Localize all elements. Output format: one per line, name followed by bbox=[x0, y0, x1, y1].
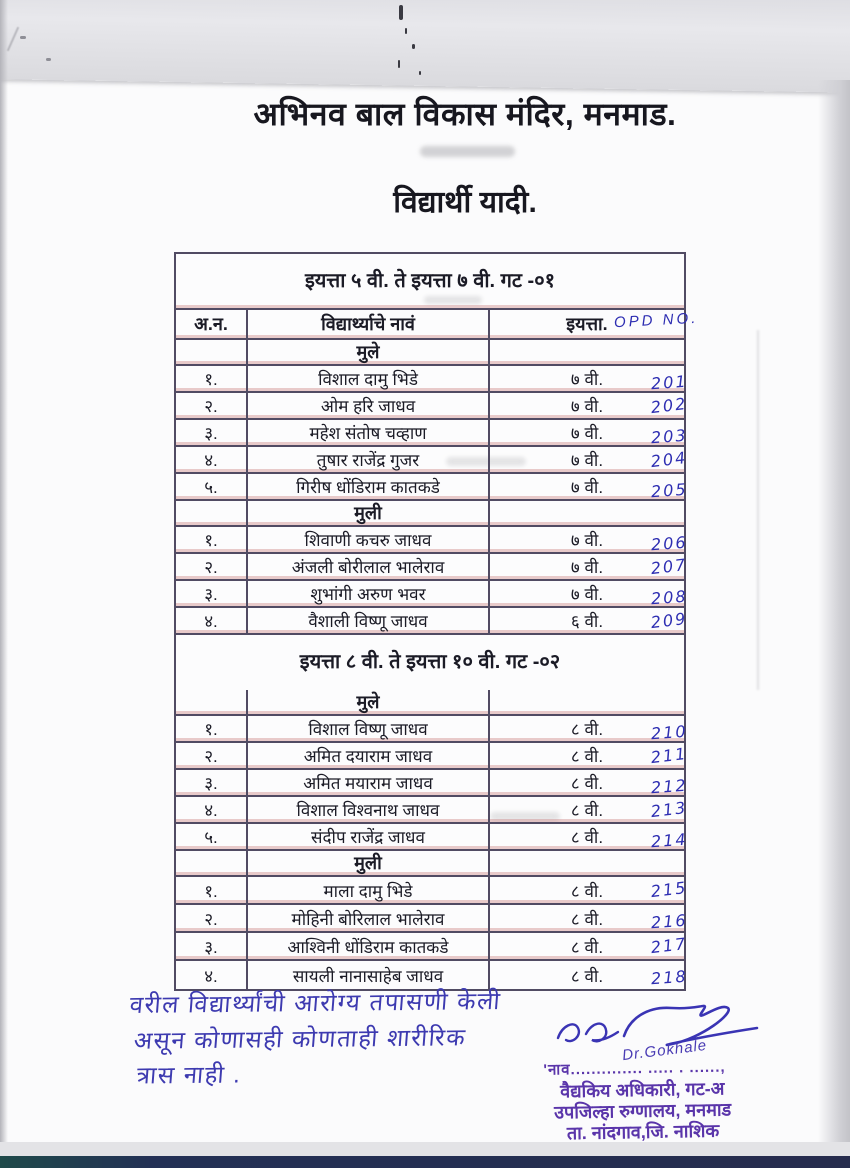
opd-number: 216 bbox=[650, 910, 689, 933]
cell-sr: ३. bbox=[176, 770, 248, 795]
cell-sr: ३. bbox=[176, 581, 248, 606]
cell-name: सायली नानासाहेब जाधव bbox=[248, 961, 490, 989]
column-header-sr: अ.न. bbox=[176, 310, 248, 338]
paper-crease bbox=[757, 330, 759, 690]
column-header-name: विद्यार्थ्याचे नावं bbox=[248, 310, 490, 338]
section-label: मुली bbox=[248, 501, 490, 525]
opd-number: 214 bbox=[650, 829, 689, 852]
table-row bbox=[176, 554, 689, 581]
opd-number: 212 bbox=[650, 775, 689, 798]
cell-sr: १. bbox=[176, 716, 248, 741]
group-1-header-text: इयत्ता ५ वी. ते इयत्ता ७ वी. गट -०१ bbox=[304, 270, 555, 292]
cell-name: शुभांगी अरुण भवर bbox=[248, 581, 490, 606]
table-row bbox=[176, 877, 689, 905]
cell-name: अमित मयाराम जाधव bbox=[248, 770, 490, 795]
table-row bbox=[176, 608, 689, 635]
section-label: मुले bbox=[248, 690, 490, 714]
opd-number: 206 bbox=[650, 532, 689, 555]
cell-sr: २. bbox=[176, 905, 248, 931]
page-title: अभिनव बाल विकास मंदिर, मनमाड. bbox=[253, 96, 677, 132]
opd-number: 201 bbox=[650, 371, 689, 394]
cell-name: आश्विनी धोंडिराम कातकडे bbox=[248, 933, 490, 959]
cell-class: ८ वी. bbox=[570, 747, 604, 766]
table-row bbox=[176, 527, 689, 555]
stamp-name-line: 'नाव.............. ..... . ......, bbox=[543, 1058, 726, 1079]
cell-class: ८ वी. bbox=[570, 966, 604, 986]
cell-name: ओम हरि जाधव bbox=[248, 393, 490, 418]
cell-class: ७ वी. bbox=[570, 424, 604, 443]
table-row bbox=[176, 420, 689, 448]
section-label: मुली bbox=[248, 851, 490, 875]
group-2-header-text: इयत्ता ८ वी. ते इयत्ता १० वी. गट -०२ bbox=[299, 651, 561, 673]
group-2-header bbox=[176, 635, 684, 690]
cell-name: संदीप राजेंद्र जाधव bbox=[248, 824, 490, 849]
opd-number: 210 bbox=[650, 721, 689, 744]
ink-speck bbox=[419, 71, 421, 75]
cell-sr: ५. bbox=[176, 824, 248, 849]
cell-class: ६ वी. bbox=[570, 612, 604, 631]
cell-sr: ४. bbox=[176, 961, 248, 989]
cell-class: ८ वी. bbox=[570, 720, 604, 739]
ink-speck bbox=[398, 60, 400, 68]
handwritten-note-line: त्रास नाही . bbox=[135, 1061, 243, 1090]
stamp-designation: वैद्यकिय अधिकारी, गट-अ bbox=[560, 1078, 725, 1102]
table-row bbox=[176, 716, 689, 744]
handwritten-note-line: वरील विद्यार्थ्यांची आरोग्य तपासणी केली bbox=[128, 988, 503, 1019]
scan-bottom-strip bbox=[0, 1156, 850, 1168]
cell-class: ८ वी. bbox=[570, 909, 604, 929]
cell-class: ८ वी. bbox=[570, 937, 604, 957]
opd-number: 204 bbox=[649, 447, 689, 472]
table-row bbox=[176, 770, 689, 798]
cell-sr: ४. bbox=[176, 608, 248, 633]
opd-column-label: OPD NO. bbox=[613, 309, 699, 332]
cell-name: तुषार राजेंद्र गुजर bbox=[248, 447, 490, 472]
ink-speck bbox=[20, 36, 26, 39]
table-row bbox=[176, 474, 689, 502]
opd-number: 217 bbox=[649, 933, 689, 958]
opd-number: 208 bbox=[650, 586, 689, 609]
cell-name: अमित दयाराम जाधव bbox=[248, 743, 490, 768]
cell-sr: २. bbox=[176, 393, 248, 418]
signature-name: Dr.Gokhale bbox=[621, 1036, 709, 1065]
ink-speck bbox=[412, 44, 415, 49]
official-stamp bbox=[539, 1056, 745, 1145]
cell-name: वैशाली विष्णू जाधव bbox=[248, 608, 490, 633]
table-row bbox=[176, 447, 689, 474]
opd-number: 202 bbox=[649, 393, 689, 418]
table-column-headers bbox=[176, 310, 684, 340]
cell-sr: २. bbox=[176, 743, 248, 768]
stamp-hospital: उपजिल्हा रुग्णालय, मनमाड bbox=[553, 1099, 732, 1123]
cell-sr: २. bbox=[176, 554, 248, 579]
cell-class: ८ वी. bbox=[570, 828, 604, 847]
cell-class: ७ वी. bbox=[570, 585, 604, 604]
table-row bbox=[176, 933, 689, 961]
cell-name: गिरीष धोंडिराम कातकडे bbox=[248, 474, 490, 499]
cell-name: मोहिनी बोरिलाल भालेराव bbox=[248, 905, 490, 931]
scan-right-edge bbox=[818, 80, 850, 1158]
group-1-header bbox=[176, 254, 684, 310]
cell-sr: १. bbox=[176, 366, 248, 391]
cell-sr: १. bbox=[176, 527, 248, 552]
table-row bbox=[176, 366, 689, 394]
table-row bbox=[176, 905, 689, 933]
stamp-district: ता. नांदगाव,जि. नाशिक bbox=[566, 1120, 720, 1144]
cell-sr: ३. bbox=[176, 420, 248, 445]
column-header-class: इयत्ता. bbox=[566, 314, 608, 334]
ink-speck bbox=[46, 58, 51, 61]
table-row bbox=[176, 797, 689, 824]
cell-name: विशाल विष्णू जाधव bbox=[248, 716, 490, 741]
table-row bbox=[176, 393, 689, 420]
opd-number: 209 bbox=[649, 608, 689, 633]
scan-top-band bbox=[0, 0, 850, 93]
cell-sr: ४. bbox=[176, 447, 248, 472]
cell-class: ७ वी. bbox=[570, 397, 604, 416]
cell-sr: ४. bbox=[176, 797, 248, 822]
cell-class: ७ वी. bbox=[570, 558, 604, 577]
table-row bbox=[176, 581, 689, 609]
section-header-girls-group2 bbox=[176, 851, 684, 877]
section-header-girls-group1 bbox=[176, 501, 684, 527]
page-subtitle: विद्यार्थी यादी. bbox=[393, 186, 537, 219]
cell-name: महेश संतोष चव्हाण bbox=[248, 420, 490, 445]
table-row bbox=[176, 824, 689, 852]
cell-sr: १. bbox=[176, 877, 248, 903]
cell-class: ७ वी. bbox=[570, 531, 604, 550]
cell-class: ८ वी. bbox=[570, 774, 604, 793]
ink-speck bbox=[399, 5, 403, 20]
cell-sr: ३. bbox=[176, 933, 248, 959]
cell-sr: ५. bbox=[176, 474, 248, 499]
opd-number: 211 bbox=[649, 743, 689, 768]
section-header-boys-group1 bbox=[176, 340, 684, 366]
section-header-boys-group2 bbox=[176, 690, 684, 716]
table-row bbox=[176, 743, 689, 770]
opd-number: 207 bbox=[649, 554, 689, 579]
cell-class: ७ वी. bbox=[570, 478, 604, 497]
scan-left-edge bbox=[0, 0, 8, 1168]
handwritten-note-line: असून कोणासही कोणताही शारीरिक bbox=[132, 1024, 468, 1055]
cell-class: ७ वी. bbox=[570, 451, 604, 470]
cell-class: ७ वी. bbox=[570, 370, 604, 389]
ink-speck bbox=[405, 28, 407, 34]
cell-name: विशाल विश्वनाथ जाधव bbox=[248, 797, 490, 822]
cell-class: ८ वी. bbox=[570, 881, 604, 901]
opd-number: 218 bbox=[650, 966, 689, 989]
cell-name: अंजली बोरीलाल भालेराव bbox=[248, 554, 490, 579]
section-label: मुले bbox=[248, 340, 490, 364]
students-table bbox=[174, 252, 689, 991]
cell-name: माला दामु भिडे bbox=[248, 877, 490, 903]
opd-number: 213 bbox=[649, 797, 689, 822]
opd-number: 205 bbox=[650, 479, 689, 502]
opd-number: 215 bbox=[649, 877, 689, 902]
scan-smudge bbox=[420, 146, 515, 157]
cell-name: विशाल दामु भिडे bbox=[248, 366, 490, 391]
opd-number: 203 bbox=[650, 425, 689, 448]
cell-class: ८ वी. bbox=[570, 801, 604, 820]
cell-name: शिवाणी कचरु जाधव bbox=[248, 527, 490, 552]
